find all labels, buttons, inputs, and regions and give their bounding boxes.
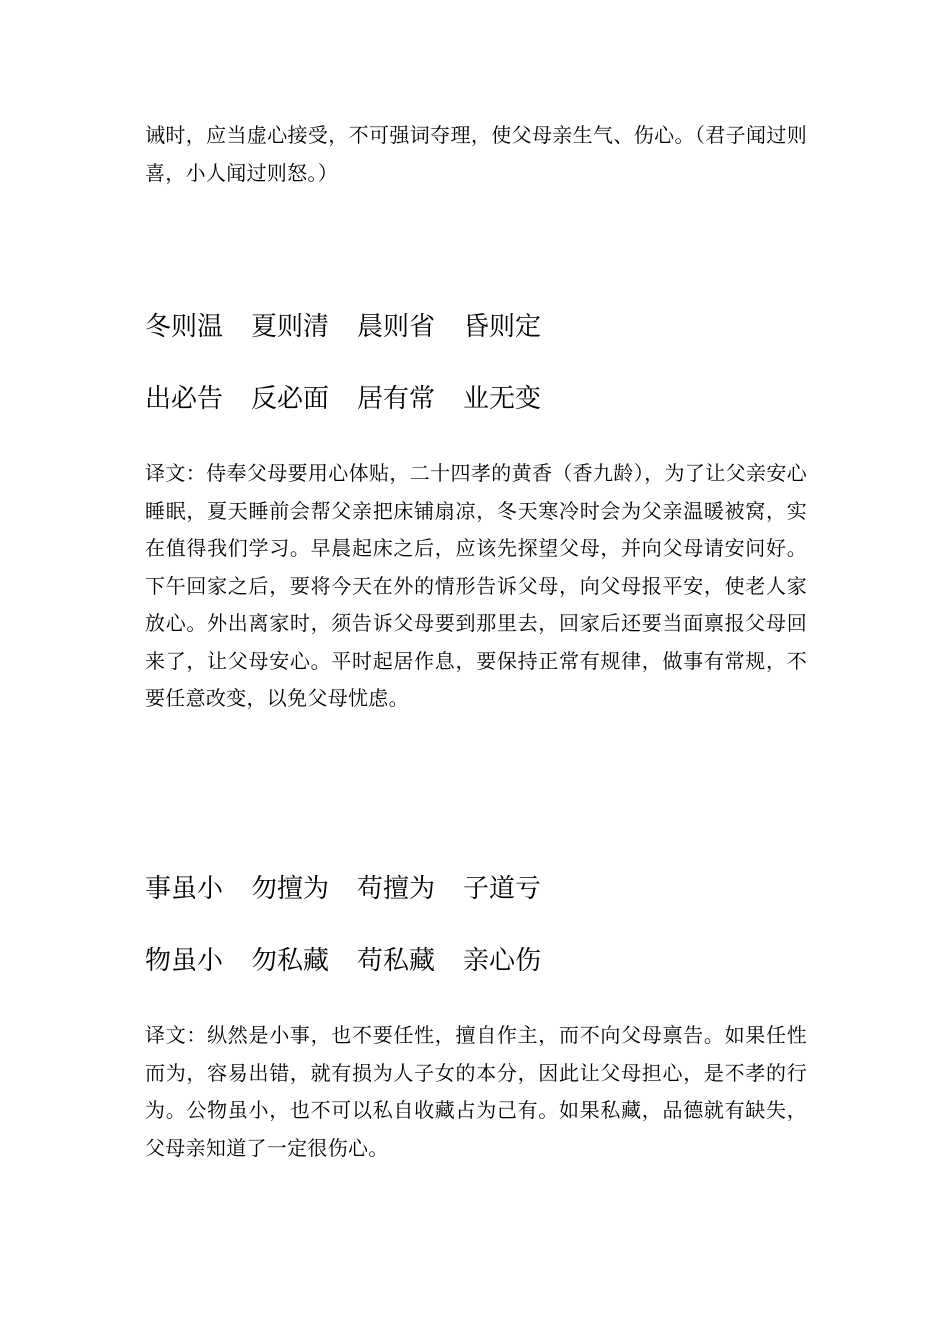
verse-phrase: 冬则温 bbox=[145, 312, 224, 342]
verse-phrase: 居有常 bbox=[357, 384, 436, 414]
verse-phrase: 物虽小 bbox=[145, 946, 224, 976]
verse-phrase: 苟私藏 bbox=[357, 946, 436, 976]
verse-phrase: 昏则定 bbox=[463, 312, 542, 342]
intro-paragraph: 诫时，应当虚心接受，不可强词夺理，使父母亲生气、伤心。（君子闻过则喜，小人闻过则怒。） bbox=[145, 123, 807, 185]
translation-paragraph-1: 译文：侍奉父母要用心体贴，二十四孝的黄香（香九龄），为了让父亲安心睡眠，夏天睡前会帮父亲把床铺扇凉，冬天寒冷时会为父亲温暖被窝，实在值得我们学习。早晨起床之后，应该先探望父母，并向父母请安问好。下午回家之后，要将今天在外的情形告诉父母，向父母报平安，使老人家放心。外出离家时，须告诉父母要到那里去，回家后还要当面禀报父母回来了，让父母安心。平时起居作息，要保持正常有规律，做事有常规，不要任意改变，以免父母忧虑。 bbox=[145, 461, 807, 710]
verse-phrase: 夏则清 bbox=[251, 312, 330, 342]
verse-phrase: 业无变 bbox=[463, 384, 542, 414]
verse-phrase: 勿擅为 bbox=[251, 874, 330, 904]
verse-2-line-1 bbox=[145, 873, 541, 905]
verse-phrase: 苟擅为 bbox=[357, 874, 436, 904]
verse-phrase: 亲心伤 bbox=[463, 946, 542, 976]
translation-paragraph-2: 译文：纵然是小事，也不要任性，擅自作主，而不向父母禀告。如果任性而为，容易出错，就有损为人子女的本分，因此让父母担心，是不孝的行为。公物虽小，也不可以私自收藏占为己有。如果私藏，品德就有缺失，父母亲知道了一定很伤心。 bbox=[145, 1023, 807, 1160]
verse-1-line-1 bbox=[145, 311, 541, 343]
verse-phrase: 反必面 bbox=[251, 384, 330, 414]
verse-phrase: 子道亏 bbox=[463, 874, 542, 904]
verse-2-line-2 bbox=[145, 945, 541, 977]
verse-phrase: 勿私藏 bbox=[251, 946, 330, 976]
verse-1-line-2 bbox=[145, 383, 541, 415]
verse-phrase: 晨则省 bbox=[357, 312, 436, 342]
verse-phrase: 事虽小 bbox=[145, 874, 224, 904]
verse-phrase: 出必告 bbox=[145, 384, 224, 414]
